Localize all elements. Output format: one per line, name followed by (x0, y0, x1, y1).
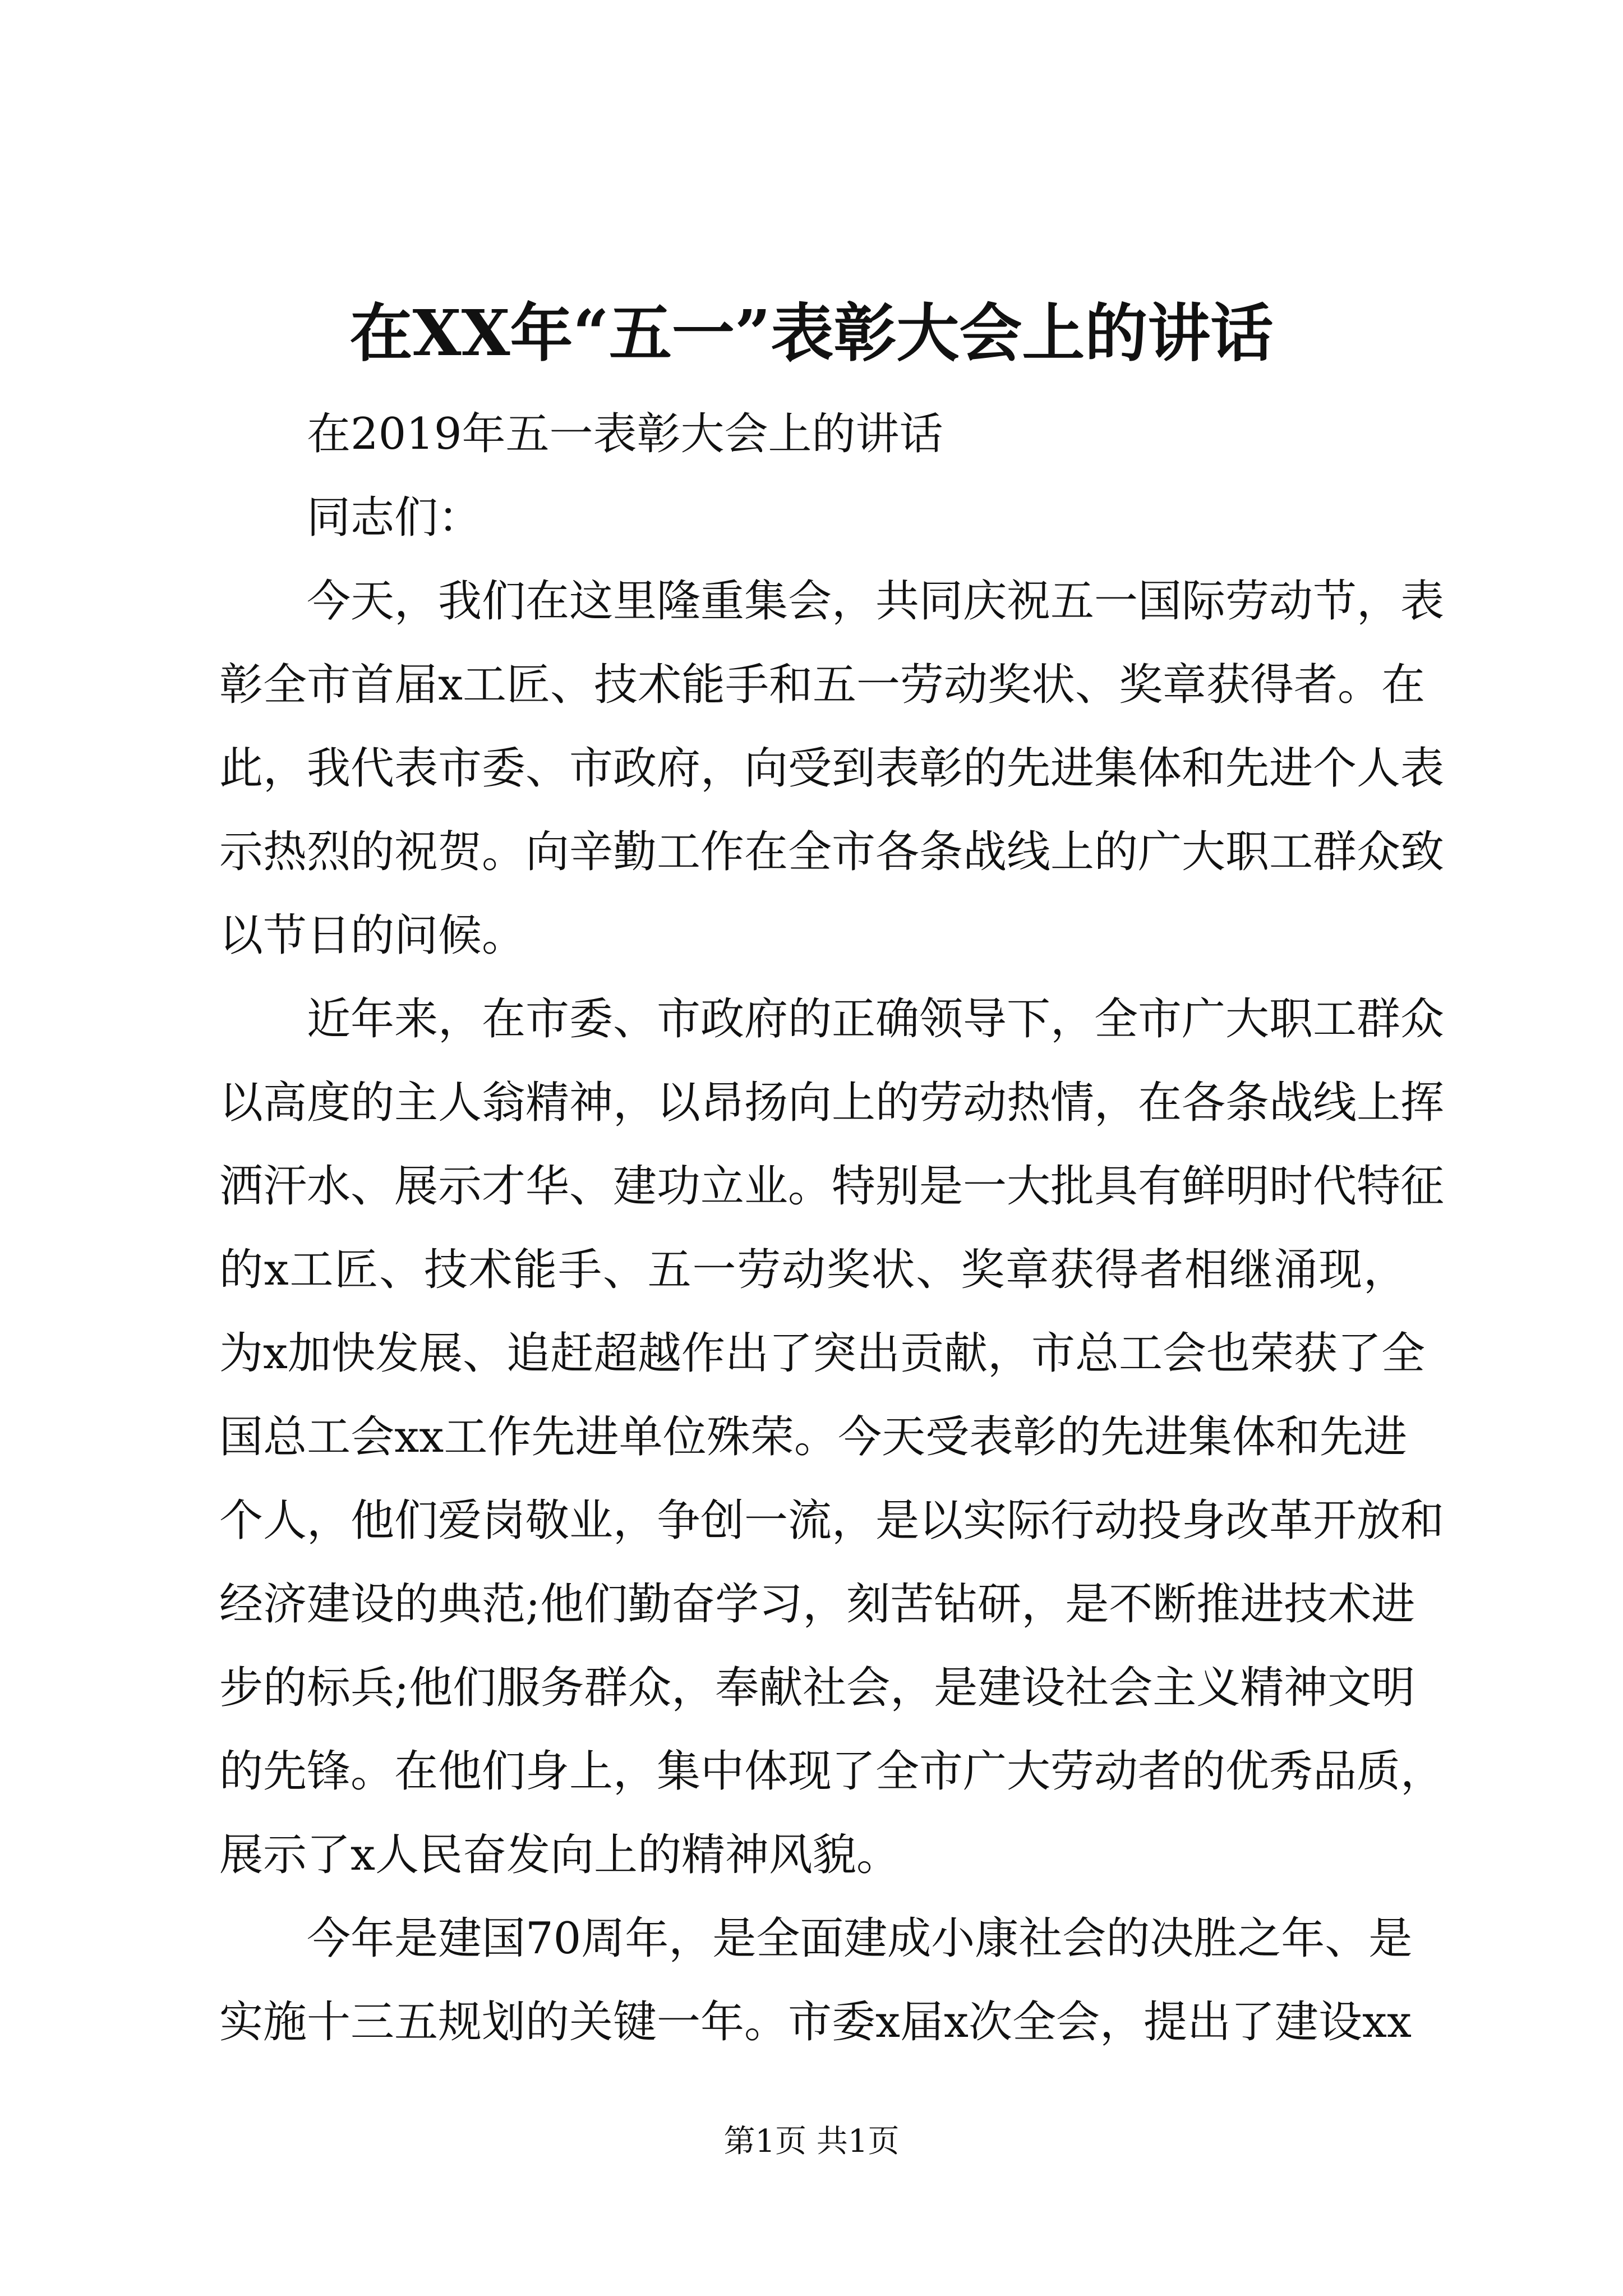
document-body (219, 393, 1445, 2064)
paragraph-line: 经济建设的典范;他们勤奋学习，刻苦钻研，是不断推进技术进 (219, 1579, 1415, 1630)
paragraph-line: 为x加快发展、追赶超越作出了突出贡献，市总工会也荣获了全 (219, 1328, 1425, 1379)
paragraph-line: 洒汗水、展示才华、建功立业。特别是一大批具有鲜明时代特征 (219, 1161, 1445, 1212)
subtitle-line: 在2019年五一表彰大会上的讲话 (307, 409, 943, 459)
paragraph-line: 彰全市首届x工匠、技术能手和五一劳动奖状、奖章获得者。在 (219, 660, 1425, 710)
paragraph-line: 的x工匠、技术能手、五一劳动奖状、奖章获得者相继涌现， (219, 1245, 1407, 1295)
paragraph-line: 个人，他们爱岗敬业，争创一流，是以实际行动投身改革开放和 (219, 1496, 1445, 1546)
paragraph-line: 近年来，在市委、市政府的正确领导下，全市广大职工群众 (307, 994, 1445, 1045)
paragraph-line: 实施十三五规划的关键一年。市委x届x次全会，提出了建设xx (219, 1997, 1412, 2047)
paragraph-line: 国总工会xx工作先进单位殊荣。今天受表彰的先进集体和先进 (219, 1412, 1407, 1462)
paragraph-line: 步的标兵;他们服务群众，奉献社会，是建设社会主义精神文明 (219, 1663, 1415, 1713)
paragraph-line: 示热烈的祝贺。向辛勤工作在全市各条战线上的广大职工群众致 (219, 827, 1445, 877)
paragraph-line: 展示了x人民奋发向上的精神风貌。 (219, 1830, 900, 1880)
paragraph-line: 的先锋。在他们身上，集中体现了全市广大劳动者的优秀品质， (219, 1746, 1445, 1797)
page-footer: 第1页 共1页 (723, 2123, 900, 2160)
paragraph-line: 以节日的问候。 (219, 910, 526, 961)
paragraph-line: 今天，我们在这里隆重集会，共同庆祝五一国际劳动节，表 (307, 576, 1445, 627)
salutation-line: 同志们： (307, 493, 482, 543)
paragraph-line: 以高度的主人翁精神，以昂扬向上的劳动热情，在各条战线上挥 (219, 1078, 1445, 1128)
paragraph-line: 今年是建国70周年，是全面建成小康社会的决胜之年、是 (307, 1913, 1413, 1964)
document-title: 在XX年“五一”表彰大会上的讲话 (349, 297, 1274, 370)
paragraph-line: 此，我代表市委、市政府，向受到表彰的先进集体和先进个人表 (219, 743, 1445, 794)
